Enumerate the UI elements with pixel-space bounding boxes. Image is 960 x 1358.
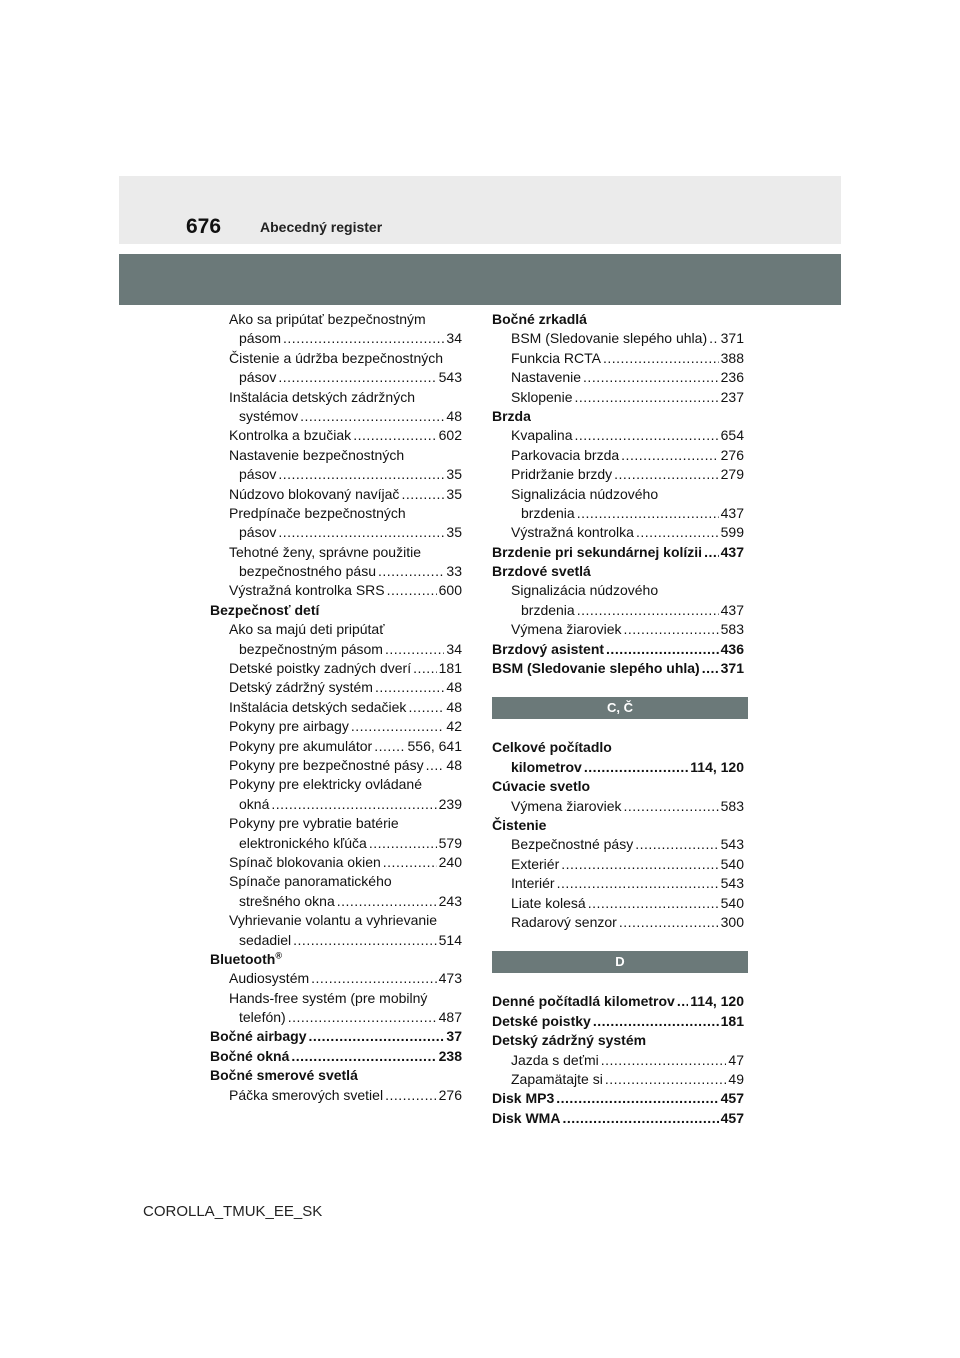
page-reference: 236 <box>720 369 744 386</box>
index-entry <box>492 659 744 678</box>
dot-leader <box>288 1008 437 1027</box>
dot-leader <box>401 485 444 504</box>
page-reference: 543 <box>720 875 744 892</box>
page-reference: 583 <box>720 621 744 638</box>
page-reference: 181 <box>438 660 462 677</box>
page-reference: 114, 120 <box>690 758 744 775</box>
index-entry <box>210 562 462 581</box>
entry-text: strešného okna <box>239 892 335 909</box>
entry-text: Celkové počítadlo <box>492 739 612 756</box>
dot-leader <box>385 640 444 659</box>
dot-leader <box>374 737 405 756</box>
index-entry <box>492 797 744 816</box>
index-subentry <box>492 485 744 504</box>
index-heading <box>210 1066 462 1085</box>
entry-text: Bluetooth <box>210 950 276 967</box>
index-subentry <box>210 814 462 833</box>
page-reference: 388 <box>720 349 744 366</box>
entry-text: Pokyny pre bezpečnostné pásy <box>229 756 424 773</box>
index-entry <box>492 1089 744 1108</box>
page-reference: 114, 120 <box>690 993 744 1010</box>
index-subentry <box>210 310 462 329</box>
index-entry <box>210 1047 462 1066</box>
index-entry <box>210 717 462 736</box>
page-reference: 49 <box>728 1070 744 1087</box>
entry-text: Disk MP3 <box>492 1090 555 1107</box>
dot-leader <box>561 855 718 874</box>
dot-leader <box>575 388 719 407</box>
page-reference: 240 <box>438 853 462 870</box>
index-heading <box>492 562 744 581</box>
entry-text: Spínač blokovania okien <box>229 853 381 870</box>
entry-text: elektronického kľúča <box>239 834 367 851</box>
index-entry <box>492 504 744 523</box>
index-entry <box>492 640 744 659</box>
index-entry <box>210 368 462 387</box>
entry-text: Pokyny pre akumulátor <box>229 737 373 754</box>
entry-text: BSM (Sledovanie slepého uhla) <box>492 660 700 677</box>
index-entry <box>492 1070 744 1089</box>
index-heading <box>492 310 744 329</box>
entry-text: Tehotné ženy, správne použitie <box>229 543 421 560</box>
page-reference: 243 <box>438 892 462 909</box>
dot-leader <box>614 465 718 484</box>
page-reference: 35 <box>446 524 462 541</box>
entry-text: Detský zádržný systém <box>229 679 373 696</box>
entry-text: systémov <box>239 407 299 424</box>
page-reference: 300 <box>720 913 744 930</box>
index-entry <box>492 758 744 777</box>
dot-leader <box>383 853 437 872</box>
index-entry <box>210 523 462 542</box>
entry-text: Brzdové svetlá <box>492 563 591 580</box>
entry-text: Výmena žiaroviek <box>511 797 622 814</box>
page-reference: 34 <box>446 330 462 347</box>
header-band <box>119 176 841 244</box>
page-reference: 437 <box>720 601 744 618</box>
index-entry <box>210 756 462 775</box>
entry-text: Cúvacie svetlo <box>492 778 591 795</box>
dot-leader <box>387 581 437 600</box>
index-entry <box>492 523 744 542</box>
page-reference: 48 <box>446 407 462 424</box>
entry-text: Pokyny pre elektricky ovládané <box>229 776 422 793</box>
index-entry <box>210 698 462 717</box>
index-entry <box>210 407 462 426</box>
dot-leader <box>619 913 719 932</box>
entry-text: Hands-free systém (pre mobilný <box>229 989 428 1006</box>
entry-text: Bezpečnosť detí <box>210 601 320 618</box>
page-reference: 42 <box>446 718 462 735</box>
entry-text: Bočné smerové svetlá <box>210 1067 358 1084</box>
page-reference: 48 <box>446 679 462 696</box>
entry-text: Brzda <box>492 407 531 424</box>
entry-text: Spínače panoramatického <box>229 873 392 890</box>
entry-text: pásom <box>239 330 282 347</box>
entry-text: BSM (Sledovanie slepého uhla) <box>511 330 708 347</box>
index-entry <box>210 329 462 348</box>
dot-leader <box>278 523 444 542</box>
entry-text: Brzdenie pri sekundárnej kolízii <box>492 543 703 560</box>
dot-leader <box>308 1027 444 1046</box>
entry-text: Radarový senzor <box>511 913 617 930</box>
index-entry <box>210 1086 462 1105</box>
index-entry <box>492 874 744 893</box>
index-entry <box>492 388 744 407</box>
entry-text: Signalizácia núdzového <box>511 485 659 502</box>
dot-leader <box>588 894 719 913</box>
header-dark-band <box>119 254 841 305</box>
section-spacer <box>492 719 744 738</box>
entry-text: Ako sa pripútať bezpečnostným <box>229 311 426 327</box>
index-entry <box>210 892 462 911</box>
dot-leader <box>378 562 444 581</box>
index-entry <box>492 446 744 465</box>
dot-leader <box>283 329 444 348</box>
page-reference: 543 <box>720 836 744 853</box>
index-entry <box>492 913 744 932</box>
page-reference: 371 <box>720 660 744 677</box>
dot-leader <box>337 892 437 911</box>
index-entry <box>210 737 462 756</box>
dot-leader <box>677 992 688 1011</box>
index-entry <box>210 1027 462 1046</box>
dot-leader <box>624 620 719 639</box>
page-reference: 33 <box>446 563 462 580</box>
entry-text: Kontrolka a bzučiak <box>229 427 352 444</box>
section-spacer <box>492 973 744 992</box>
index-entry <box>210 1008 462 1027</box>
entry-text: Parkovacia brzda <box>511 446 620 463</box>
entry-text: Výmena žiaroviek <box>511 621 622 638</box>
dot-leader <box>369 834 437 853</box>
entry-text: Brzdový asistent <box>492 640 605 657</box>
entry-text: Bočné okná <box>210 1047 290 1064</box>
dot-leader <box>577 601 719 620</box>
entry-text: brzdenia <box>521 601 575 618</box>
index-subentry <box>210 775 462 794</box>
entry-text: Výstražná kontrolka SRS <box>229 582 385 599</box>
index-subentry <box>210 349 462 368</box>
index-subentry <box>210 989 462 1008</box>
section-spacer <box>492 678 744 697</box>
entry-text: Kvapalina <box>511 427 573 444</box>
entry-text: kilometrov <box>511 758 582 775</box>
dot-leader <box>557 874 719 893</box>
page-reference: 600 <box>438 582 462 599</box>
dot-leader <box>293 931 436 950</box>
index-entry <box>210 640 462 659</box>
entry-text: Výstražná kontrolka <box>511 524 634 541</box>
entry-text: Bočné zrkadlá <box>492 311 587 327</box>
dot-leader <box>606 640 719 659</box>
index-entry <box>492 543 744 562</box>
index-entry <box>210 581 462 600</box>
page-reference: 473 <box>438 970 462 987</box>
index-entry <box>210 795 462 814</box>
entry-text: Pokyny pre vybratie batérie <box>229 815 399 832</box>
dot-leader <box>385 1086 437 1105</box>
entry-text: Signalizácia núdzového <box>511 582 659 599</box>
index-subentry <box>210 446 462 465</box>
entry-text: Páčka smerových svetiel <box>229 1086 384 1103</box>
dot-leader <box>291 1047 436 1066</box>
index-entry <box>492 368 744 387</box>
index-heading <box>492 1031 744 1050</box>
index-entry <box>492 620 744 639</box>
index-column-right <box>492 310 744 1128</box>
index-entry <box>492 1051 744 1070</box>
dot-leader <box>577 504 719 523</box>
dot-leader <box>702 659 719 678</box>
index-entry <box>210 931 462 950</box>
dot-leader <box>278 465 444 484</box>
entry-text: Audiosystém <box>229 970 310 987</box>
index-entry <box>210 969 462 988</box>
page-reference: 437 <box>720 543 744 560</box>
page-reference: 437 <box>720 504 744 521</box>
page-reference: 34 <box>446 640 462 657</box>
index-entry <box>492 1109 744 1128</box>
entry-text: Detské poistky <box>492 1012 591 1029</box>
index-entry <box>492 992 744 1011</box>
dot-leader <box>556 1089 718 1108</box>
page-reference: 37 <box>446 1028 462 1045</box>
entry-text: Zapamätajte si <box>511 1070 603 1087</box>
dot-leader <box>271 795 436 814</box>
page-reference: 371 <box>720 330 744 347</box>
index-entry <box>210 485 462 504</box>
page-reference: 556, 641 <box>407 737 462 754</box>
index-entry <box>210 678 462 697</box>
entry-text: pásov <box>239 466 277 483</box>
dot-leader <box>621 446 718 465</box>
dot-leader <box>603 349 719 368</box>
entry-text: pásov <box>239 524 277 541</box>
page-reference: 579 <box>438 834 462 851</box>
page-reference: 239 <box>438 795 462 812</box>
dot-leader <box>426 756 445 775</box>
index-entry <box>492 835 744 854</box>
index-entry <box>492 349 744 368</box>
entry-text: Interiér <box>511 875 555 892</box>
entry-text: Bočné airbagy <box>210 1028 307 1045</box>
page-reference: 602 <box>438 427 462 444</box>
page-reference: 237 <box>720 388 744 405</box>
page-reference: 436 <box>720 640 744 657</box>
registered-mark: ® <box>275 950 282 961</box>
dot-leader <box>311 969 436 988</box>
index-entry <box>492 426 744 445</box>
index-entry <box>492 855 744 874</box>
page-reference: 181 <box>720 1012 744 1029</box>
page-reference: 457 <box>720 1109 744 1126</box>
page-reference: 279 <box>720 466 744 483</box>
entry-text: Pokyny pre airbagy <box>229 718 349 735</box>
entry-text: Nastavenie <box>511 369 582 386</box>
dot-leader <box>375 678 444 697</box>
dot-leader <box>593 1012 719 1031</box>
dot-leader <box>601 1051 727 1070</box>
entry-text: Nastavenie bezpečnostných <box>229 446 405 463</box>
letter-section-header: C, Č <box>492 697 748 719</box>
page-reference: 276 <box>720 446 744 463</box>
page-reference: 599 <box>720 524 744 541</box>
index-subentry <box>210 872 462 891</box>
entry-text: Inštalácia detských zádržných <box>229 388 415 405</box>
page-number: 676 <box>186 215 222 238</box>
index-subentry <box>210 543 462 562</box>
index-subentry <box>210 620 462 639</box>
section-spacer <box>492 932 744 951</box>
page-reference: 48 <box>446 756 462 773</box>
document-code: COROLLA_TMUK_EE_SK <box>143 1203 323 1220</box>
page-reference: 540 <box>720 855 744 872</box>
index-subentry <box>210 504 462 523</box>
entry-text: Predpínače bezpečnostných <box>229 504 406 521</box>
dot-leader <box>300 407 444 426</box>
page-reference: 276 <box>438 1086 462 1103</box>
entry-text: Sklopenie <box>511 388 573 405</box>
dot-leader <box>704 543 719 562</box>
index-subentry <box>492 581 744 600</box>
index-entry <box>492 465 744 484</box>
section-title: Abecedný register <box>260 219 383 235</box>
index-heading <box>210 950 462 969</box>
entry-text: Núdzovo blokovaný navíjač <box>229 485 400 502</box>
dot-leader <box>278 368 436 387</box>
dot-leader <box>584 758 688 777</box>
page-reference: 654 <box>720 427 744 444</box>
entry-text: Denné počítadlá kilometrov <box>492 993 675 1010</box>
index-entry <box>210 426 462 445</box>
page-reference: 457 <box>720 1090 744 1107</box>
page-reference: 540 <box>720 894 744 911</box>
entry-text: Bezpečnostné pásy <box>511 836 634 853</box>
entry-text: Disk WMA <box>492 1109 561 1126</box>
dot-leader <box>353 426 436 445</box>
entry-text: Čistenie a údržba bezpečnostných <box>229 349 444 366</box>
dot-leader <box>636 523 719 542</box>
dot-leader <box>605 1070 727 1089</box>
index-heading <box>492 816 744 835</box>
index-entry <box>492 601 744 620</box>
entry-text: brzdenia <box>521 504 575 521</box>
index-heading <box>210 601 462 620</box>
dot-leader <box>575 426 719 445</box>
entry-text: telefón) <box>239 1009 286 1026</box>
dot-leader <box>709 329 719 348</box>
index-heading <box>492 738 744 757</box>
page-reference: 48 <box>446 698 462 715</box>
entry-text: bezpečnostného pásu <box>239 563 376 580</box>
entry-text: Detský zádržný systém <box>492 1032 647 1049</box>
entry-text: pásov <box>239 369 277 386</box>
page-reference: 35 <box>446 466 462 483</box>
entry-text: Vyhrievanie volantu a vyhrievanie <box>229 912 438 929</box>
entry-text: Detské poistky zadných dverí <box>229 660 412 677</box>
dot-leader <box>635 835 718 854</box>
entry-text: Ako sa majú deti pripútať <box>229 621 385 638</box>
page-reference: 514 <box>438 931 462 948</box>
index-entry <box>210 465 462 484</box>
dot-leader <box>624 797 719 816</box>
index-column-left <box>210 310 462 1105</box>
letter-section-header: D <box>492 951 748 973</box>
index-entry <box>210 659 462 678</box>
index-entry <box>492 329 744 348</box>
entry-text: Pridržanie brzdy <box>511 466 613 483</box>
page-reference: 35 <box>446 485 462 502</box>
index-entry <box>210 834 462 853</box>
page-reference: 238 <box>438 1047 462 1064</box>
entry-text: Jazda s deťmi <box>511 1051 599 1068</box>
entry-text: Čistenie <box>492 816 547 833</box>
entry-text: sedadiel <box>239 931 292 948</box>
index-subentry <box>210 388 462 407</box>
dot-leader <box>351 717 445 736</box>
entry-text: okná <box>239 795 270 812</box>
index-heading <box>492 407 744 426</box>
dot-leader <box>408 698 444 717</box>
entry-text: bezpečnostným pásom <box>239 640 383 657</box>
entry-text: Funkcia RCTA <box>511 349 601 366</box>
entry-text: Liate kolesá <box>511 894 586 911</box>
dot-leader <box>413 659 437 678</box>
dot-leader <box>583 368 719 387</box>
index-entry <box>492 894 744 913</box>
index-entry <box>210 853 462 872</box>
index-subentry <box>210 911 462 930</box>
page-reference: 583 <box>720 797 744 814</box>
page-reference: 47 <box>728 1051 744 1068</box>
entry-text: Exteriér <box>511 855 560 872</box>
index-entry <box>492 1012 744 1031</box>
index-heading <box>492 777 744 796</box>
dot-leader <box>562 1109 718 1128</box>
page-reference: 487 <box>438 1009 462 1026</box>
entry-text: Inštalácia detských sedačiek <box>229 698 407 715</box>
page-reference: 543 <box>438 369 462 386</box>
